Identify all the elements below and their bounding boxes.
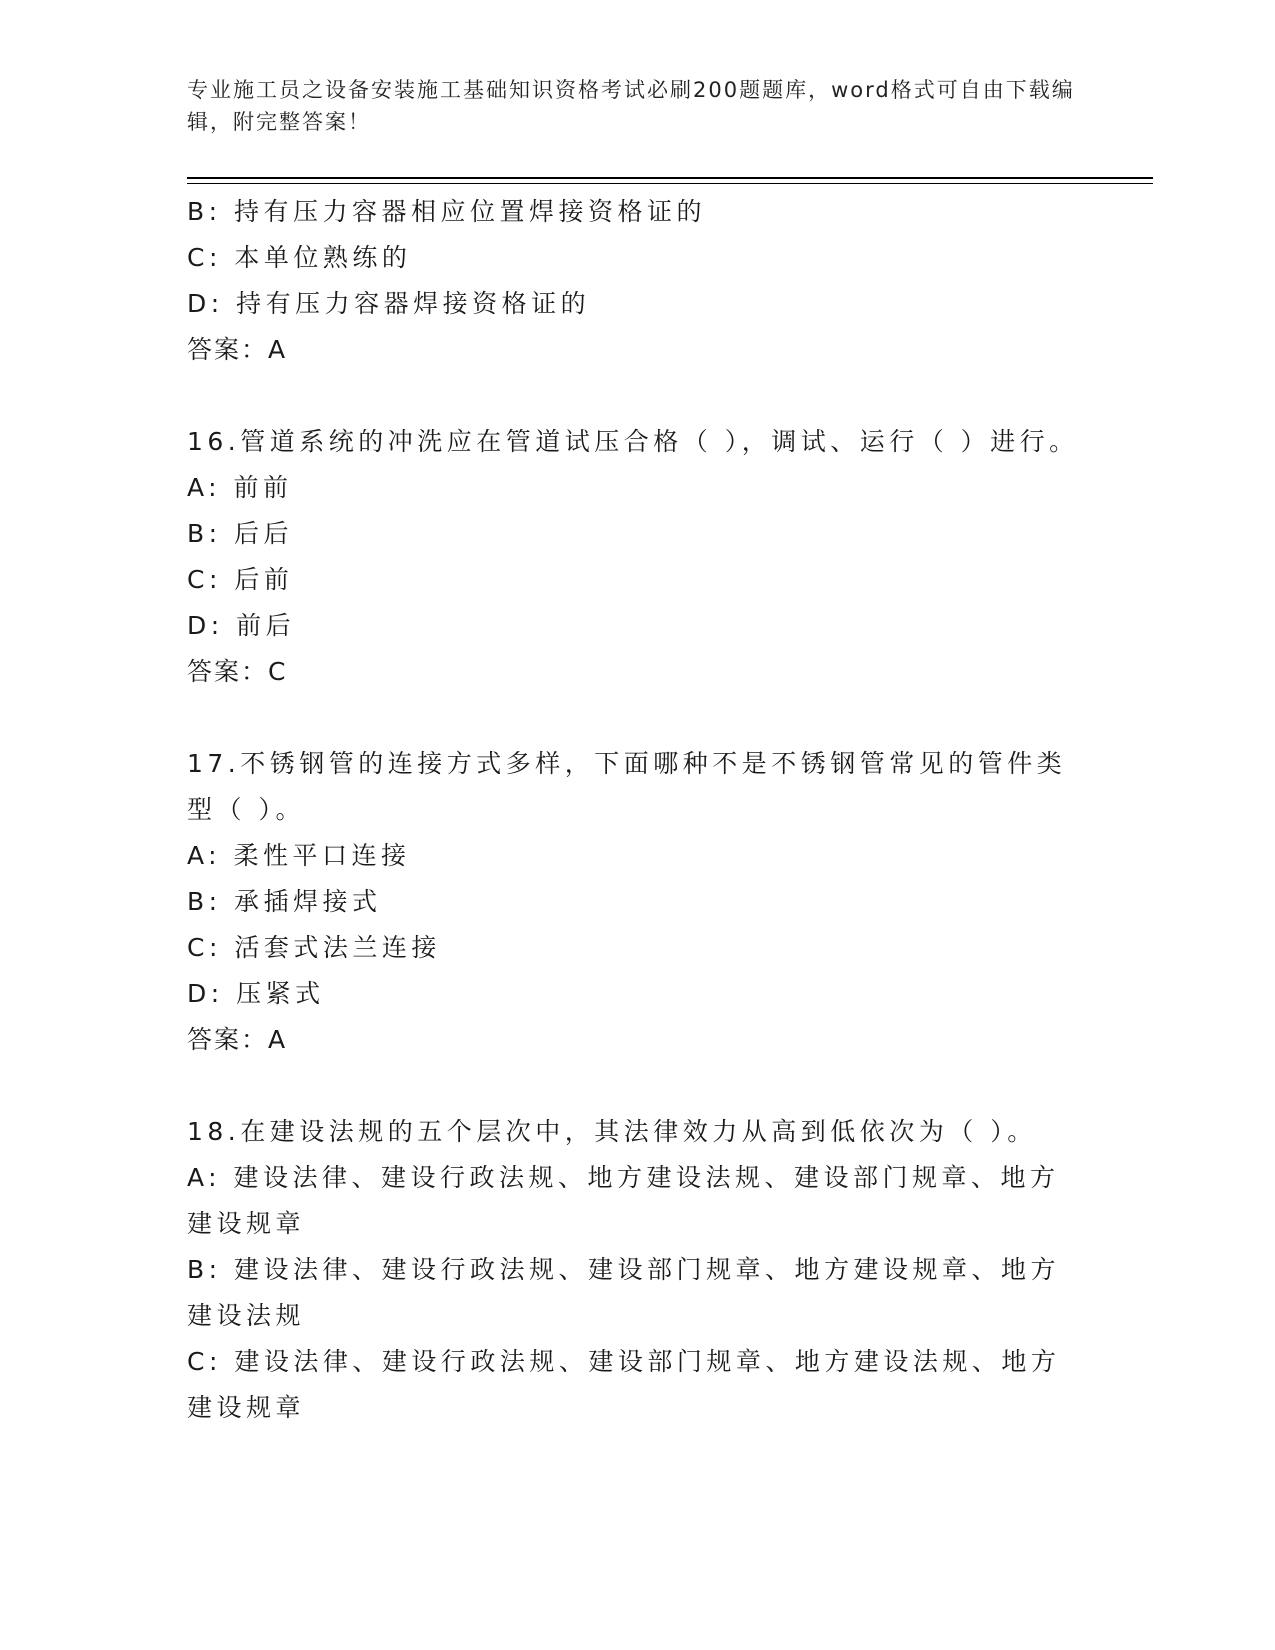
question-16 [187, 419, 1087, 695]
question-18 [187, 1109, 1087, 1431]
option-d: D: 前后 [187, 611, 296, 640]
option-a: A: 建设法律、建设行政法规、地方建设法规、建设部门规章、地方建设规章 [187, 1163, 1060, 1238]
option-b: B: 持有压力容器相应位置焊接资格证的 [187, 197, 707, 226]
option-b: B: 后后 [187, 519, 294, 548]
spacer [187, 695, 1087, 741]
option-c: C: 后前 [187, 565, 294, 594]
answer: 答案：C [187, 657, 288, 686]
option-c: C: 活套式法兰连接 [187, 933, 441, 962]
spacer [187, 373, 1087, 419]
question-stem: 18.在建设法规的五个层次中，其法律效力从高到低依次为（ ）。 [187, 1117, 1037, 1146]
option-d: D: 压紧式 [187, 979, 325, 1008]
question-17 [187, 741, 1087, 1063]
option-b: B: 承插焊接式 [187, 887, 382, 916]
question-list [187, 189, 1087, 1431]
answer: 答案：A [187, 335, 288, 364]
spacer [187, 1063, 1087, 1109]
option-c: C: 建设法律、建设行政法规、建设部门规章、地方建设法规、地方建设规章 [187, 1347, 1061, 1422]
header-rule-thin [187, 183, 1153, 184]
document-header: 专业施工员之设备安装施工基础知识资格考试必刷200题题库，word格式可自由下载编辑，附完整答案！ [187, 78, 1075, 134]
option-d: D: 持有压力容器焊接资格证的 [187, 289, 591, 318]
header-rule-thick [187, 177, 1153, 179]
option-c: C: 本单位熟练的 [187, 243, 412, 272]
question-stem: 16.管道系统的冲洗应在管道试压合格（ ），调试、运行（ ）进行。 [187, 427, 1079, 456]
question-15-tail [187, 189, 1087, 373]
option-a: A: 柔性平口连接 [187, 841, 411, 870]
answer: 答案：A [187, 1025, 288, 1054]
option-b: B: 建设法律、建设行政法规、建设部门规章、地方建设规章、地方建设法规 [187, 1255, 1061, 1330]
question-stem: 17.不锈钢管的连接方式多样，下面哪种不是不锈钢管常见的管件类型（ ）。 [187, 749, 1067, 824]
option-a: A: 前前 [187, 473, 293, 502]
